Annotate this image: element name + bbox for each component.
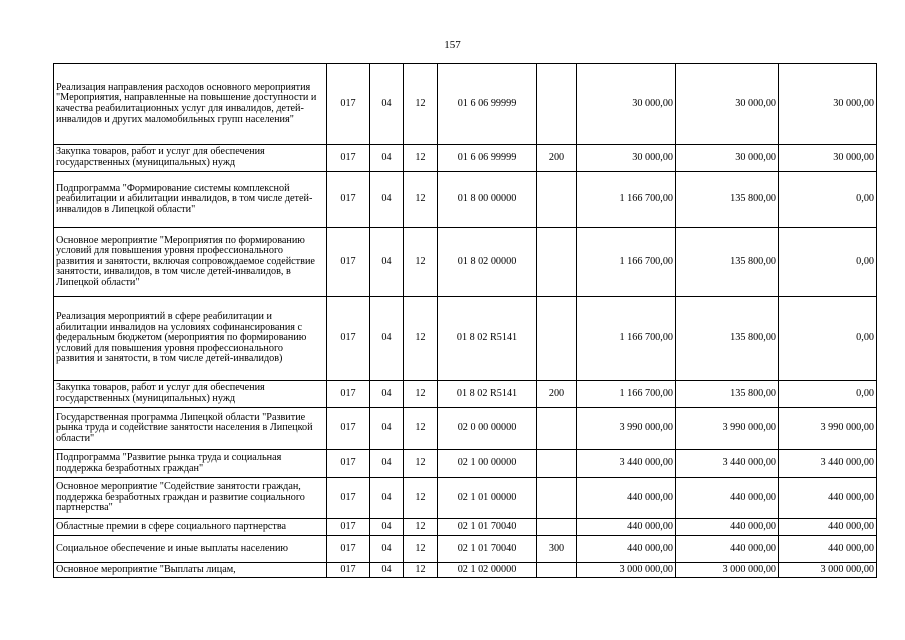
page-number: 157 [444,39,461,51]
table-row [54,381,877,408]
amount-2-cell: 3 440 000,00 [676,450,779,478]
expense-type-cell [537,563,577,578]
subsection-cell: 12 [404,228,438,297]
row-name: Государственная программа Липецкой области "Развитие рынка труда и содействие занятости населения в Липецкой области" [54,408,327,450]
amount-1-cell: 3 440 000,00 [577,450,676,478]
amount-3-cell: 0,00 [779,297,877,381]
subsection-cell: 12 [404,536,438,563]
target-article-cell: 01 8 00 00000 [438,172,537,228]
row-name: Социальное обеспечение и иные выплаты населению [54,536,327,563]
amount-3-cell: 0,00 [779,172,877,228]
row-name: Закупка товаров, работ и услуг для обеспечения государственных (муниципальных) нужд [54,381,327,408]
amount-3-cell: 440 000,00 [779,519,877,536]
section-cell: 04 [370,381,404,408]
grbs-cell: 017 [327,64,370,145]
amount-3-cell: 440 000,00 [779,536,877,563]
table-row [54,145,877,172]
subsection-cell: 12 [404,478,438,519]
amount-3-cell: 3 000 000,00 [779,563,877,578]
expense-type-cell [537,172,577,228]
subsection-cell: 12 [404,172,438,228]
table-row [54,172,877,228]
section-cell: 04 [370,172,404,228]
amount-2-cell: 135 800,00 [676,228,779,297]
amount-3-cell: 30 000,00 [779,64,877,145]
expense-type-cell [537,519,577,536]
grbs-cell: 017 [327,563,370,578]
amount-1-cell: 1 166 700,00 [577,297,676,381]
budget-table [53,63,877,578]
amount-3-cell: 3 440 000,00 [779,450,877,478]
amount-1-cell: 30 000,00 [577,64,676,145]
row-name: Реализация мероприятий в сфере реабилитации и абилитации инвалидов на условиях софинансирования с федеральным бюджетом (мероприятия по формированию условий для повышения уровня профессионального развития и занятости, в том числе детей-инвалидов) [54,297,327,381]
section-cell: 04 [370,297,404,381]
row-name: Основное мероприятие "Мероприятия по формированию условий для повышения уровня профессионального развития и занятости, включая сопровождаемое содействие занятости, инвалидов, в том числе детей-инвалидов, в Липецкой области" [54,228,327,297]
table-row [54,563,877,578]
grbs-cell: 017 [327,519,370,536]
amount-2-cell: 3 000 000,00 [676,563,779,578]
amount-3-cell: 30 000,00 [779,145,877,172]
expense-type-cell: 200 [537,381,577,408]
expense-type-cell [537,297,577,381]
row-name: Подпрограмма "Развитие рынка труда и социальная поддержка безработных граждан" [54,450,327,478]
section-cell: 04 [370,519,404,536]
table-row [54,519,877,536]
subsection-cell: 12 [404,450,438,478]
amount-1-cell: 1 166 700,00 [577,381,676,408]
section-cell: 04 [370,145,404,172]
target-article-cell: 02 1 01 00000 [438,478,537,519]
expense-type-cell [537,228,577,297]
amount-1-cell: 440 000,00 [577,478,676,519]
target-article-cell: 02 1 00 00000 [438,450,537,478]
section-cell: 04 [370,228,404,297]
subsection-cell: 12 [404,145,438,172]
target-article-cell: 01 8 02 00000 [438,228,537,297]
amount-2-cell: 440 000,00 [676,536,779,563]
subsection-cell: 12 [404,519,438,536]
table-row [54,478,877,519]
grbs-cell: 017 [327,145,370,172]
amount-1-cell: 3 000 000,00 [577,563,676,578]
amount-2-cell: 135 800,00 [676,172,779,228]
section-cell: 04 [370,563,404,578]
amount-3-cell: 3 990 000,00 [779,408,877,450]
amount-2-cell: 440 000,00 [676,478,779,519]
amount-3-cell: 440 000,00 [779,478,877,519]
target-article-cell: 01 8 02 R5141 [438,381,537,408]
amount-1-cell: 30 000,00 [577,145,676,172]
expense-type-cell [537,478,577,519]
amount-3-cell: 0,00 [779,381,877,408]
grbs-cell: 017 [327,297,370,381]
row-name: Основное мероприятие "Выплаты лицам, [54,563,327,578]
section-cell: 04 [370,64,404,145]
table-row [54,64,877,145]
subsection-cell: 12 [404,408,438,450]
grbs-cell: 017 [327,450,370,478]
amount-1-cell: 1 166 700,00 [577,172,676,228]
section-cell: 04 [370,536,404,563]
target-article-cell: 01 6 06 99999 [438,64,537,145]
grbs-cell: 017 [327,228,370,297]
subsection-cell: 12 [404,297,438,381]
target-article-cell: 02 1 01 70040 [438,536,537,563]
expense-type-cell [537,64,577,145]
subsection-cell: 12 [404,64,438,145]
table-row [54,297,877,381]
grbs-cell: 017 [327,172,370,228]
amount-1-cell: 440 000,00 [577,519,676,536]
table-row [54,536,877,563]
expense-type-cell: 200 [537,145,577,172]
amount-2-cell: 30 000,00 [676,145,779,172]
grbs-cell: 017 [327,536,370,563]
row-name: Областные премии в сфере социального партнерства [54,519,327,536]
amount-2-cell: 440 000,00 [676,519,779,536]
expense-type-cell [537,450,577,478]
table-row [54,408,877,450]
target-article-cell: 02 0 00 00000 [438,408,537,450]
grbs-cell: 017 [327,381,370,408]
section-cell: 04 [370,408,404,450]
amount-3-cell: 0,00 [779,228,877,297]
table-row [54,450,877,478]
grbs-cell: 017 [327,408,370,450]
subsection-cell: 12 [404,381,438,408]
target-article-cell: 01 8 02 R5141 [438,297,537,381]
amount-2-cell: 135 800,00 [676,381,779,408]
table-row [54,228,877,297]
amount-2-cell: 30 000,00 [676,64,779,145]
grbs-cell: 017 [327,478,370,519]
amount-2-cell: 3 990 000,00 [676,408,779,450]
amount-1-cell: 3 990 000,00 [577,408,676,450]
expense-type-cell [537,408,577,450]
target-article-cell: 02 1 01 70040 [438,519,537,536]
target-article-cell: 02 1 02 00000 [438,563,537,578]
row-name: Реализация направления расходов основного мероприятия "Мероприятия, направленные на повышение доступности и качества реабилитационных услуг для инвалидов, детей-инвалидов и других маломобильных групп населения" [54,64,327,145]
section-cell: 04 [370,478,404,519]
target-article-cell: 01 6 06 99999 [438,145,537,172]
row-name: Подпрограмма "Формирование системы комплексной реабилитации и абилитации инвалидов, в том числе детей-инвалидов в Липецкой области" [54,172,327,228]
subsection-cell: 12 [404,563,438,578]
amount-2-cell: 135 800,00 [676,297,779,381]
row-name: Закупка товаров, работ и услуг для обеспечения государственных (муниципальных) нужд [54,145,327,172]
section-cell: 04 [370,450,404,478]
row-name: Основное мероприятие "Содействие занятости граждан, поддержка безработных граждан и развитие социального партнерства" [54,478,327,519]
expense-type-cell: 300 [537,536,577,563]
amount-1-cell: 1 166 700,00 [577,228,676,297]
amount-1-cell: 440 000,00 [577,536,676,563]
